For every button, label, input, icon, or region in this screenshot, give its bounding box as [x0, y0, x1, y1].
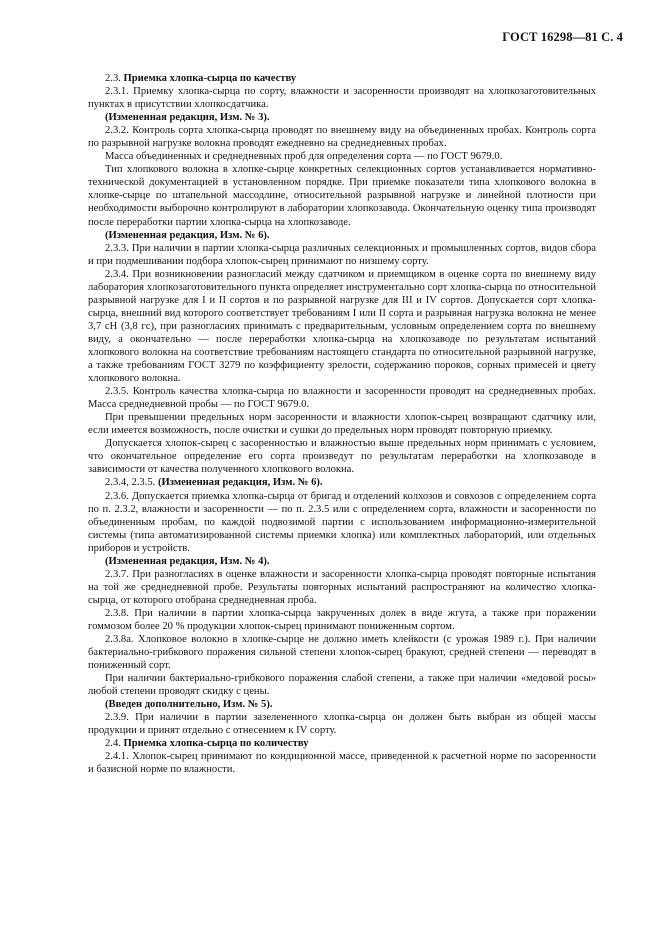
paragraph: 2.3.2. Контроль сорта хлопка-сырца проводят по внешнему виду на объединенных пробах. Контроль сорта по разрывной нагрузке волокна проводят ежедневно на среднедневных пробах.	[88, 125, 596, 150]
paragraph: 2.3.8. При наличии в партии хлопка-сырца закрученных долек в виде жгута, а также при поражении гоммозом более 20 % продукции хлопок-сырец принимают пониженным сортом.	[88, 607, 596, 632]
paragraph: При превышении предельных норм засоренности и влажности хлопок-сырец возвращают сдатчику или, если имеется возможность, после очистки и сушки до предельных норм проводят повторную приемку.	[88, 412, 596, 437]
revision-note: (Измененная редакция, Изм. № 4).	[105, 555, 270, 567]
revision-tag: (Измененная редакция, Изм. № 6).	[157, 477, 323, 489]
paragraph: 2.3.5. Контроль качества хлопка-сырца по влажности и засоренности проводят на среднедневных пробах. Масса среднедневной пробы — по ГОСТ 9679.0.	[88, 386, 596, 411]
section-number: 2.4.	[105, 738, 121, 750]
revision-note: (Измененная редакция, Изм. № 6).	[105, 229, 270, 241]
section-heading	[88, 737, 596, 750]
paragraph: При наличии бактериально-грибкового поражения слабой степени, а также при наличии «медовой росы» любой степени проводят скидку с цены.	[88, 673, 596, 698]
paragraph: 2.3.1. Приемку хлопка-сырца по сорту, влажности и засоренности производят на хлопкозаготовительных пунктах в присутствии хлопкосдатчика.	[88, 86, 596, 111]
section-title: Приемка хлопка-сырца по количеству	[123, 738, 309, 750]
paragraph: 2.4.1. Хлопок-сырец принимают по кондиционной массе, приведенной к расчетной норме по засоренности и базисной норме по влажности.	[88, 751, 596, 776]
paragraph: 2.3.9. При наличии в партии зазелененного хлопка-сырца он должен быть выбран из общей массы продукции и принят отдельно с отнесением к IV сорту.	[88, 712, 596, 737]
section-number: 2.3.	[105, 73, 121, 84]
paragraph: 2.3.4. При возникновении разногласий между сдатчиком и приемщиком в оценке сорта по внешнему виду лаборатория хлопкозаготовительного пункта определяет инструментально сорт хлопка-сырца по относительной разрывной нагрузке для I и II сортов и по разрывной нагрузке для III и IV сортов. Допускается сорт хлопка-сырца, внешний вид которого соответствует требованиям I или II сорта и разрывная нагрузка волокна не менее 3,7 сН (3,8 гс), при разногласиях принимать с предварительным, условным определением сорта по внешнему виду, а окончательно — после переработки хлопка-сырца на хлопкозаводе по результатам испытаний хлопкового волокна на соответствие требованиям настоящего стандарта по относительной разрывной нагрузке, а также требованиям ГОСТ 3279 по коэффициенту зрелости, содержанию пороков, сорных примесей и цвету хлопкового волокна.	[88, 268, 596, 385]
paragraph: Масса объединенных и среднедневных проб для определения сорта — по ГОСТ 9679.0.	[105, 151, 503, 163]
page-header: ГОСТ 16298—81 С. 4	[502, 30, 623, 44]
revision-note: (Измененная редакция, Изм. № 3).	[105, 112, 270, 124]
paragraph: Допускается хлопок-сырец с засоренностью и влажностью выше предельных норм принимать с условием, что окончательное определение его сорта произведут по результатам переработки на хлопкозаводе в зависимости от качества полученного хлопкового волокна.	[88, 438, 596, 476]
revision-note-inline	[88, 476, 596, 489]
revision-prefix: 2.3.4, 2.3.5.	[105, 477, 156, 489]
paragraph: 2.3.8а. Хлопковое волокно в хлопке-сырце не должно иметь клейкости (с урожая 1989 г.). При наличии бактериально-грибкового поражения сильной степени хлопок-сырец бракуют, средней степени — переводят в пониженный сорт.	[88, 634, 596, 672]
paragraph: 2.3.6. Допускается приемка хлопка-сырца от бригад и отделений колхозов и совхозов с определением сорта по п. 2.3.2, влажности и засоренности — по п. 2.3.5 или с определением сорта, влажности и засоренности по объединенным пробам, по каждой подвозимой партии с использованием информационно-измерительной системы (типа автоматизированной системы приемки хлопка) или комплектных лабораторий, или отдельных приборов и устройств.	[88, 490, 596, 554]
section-title: Приемка хлопка-сырца по качеству	[123, 73, 297, 84]
paragraph: 2.3.7. При разногласиях в оценке влажности и засоренности хлопка-сырца проводят повторные испытания на той же среднедневной пробе. Результаты повторных испытаний распространяют на количество хлопка-сырца, от которого отобрана среднедневная проба.	[88, 568, 596, 606]
section-heading	[88, 72, 596, 85]
paragraph: 2.3.3. При наличии в партии хлопка-сырца различных селекционных и промышленных сортов, видов сбора и при подмешивании подбора хлопок-сырец принимают по низшему сорту.	[88, 242, 596, 267]
document-body	[88, 72, 596, 777]
revision-note: (Введен дополнительно, Изм. № 5).	[105, 699, 273, 711]
paragraph: Тип хлопкового волокна в хлопке-сырце конкретных селекционных сортов устанавливается нормативно-технической документацией в установленном порядке. При приемке показатели типа хлопкового волокна в хлопке-сырце по штапельной массодлине, относительной разрывной нагрузке и линейной плотности при необходимости выборочно контролируют в лаборатории хлопкозавода. Окончательную оценку типа производят после переработки партии хлопка-сырца на хлопкозаводе.	[88, 164, 596, 228]
